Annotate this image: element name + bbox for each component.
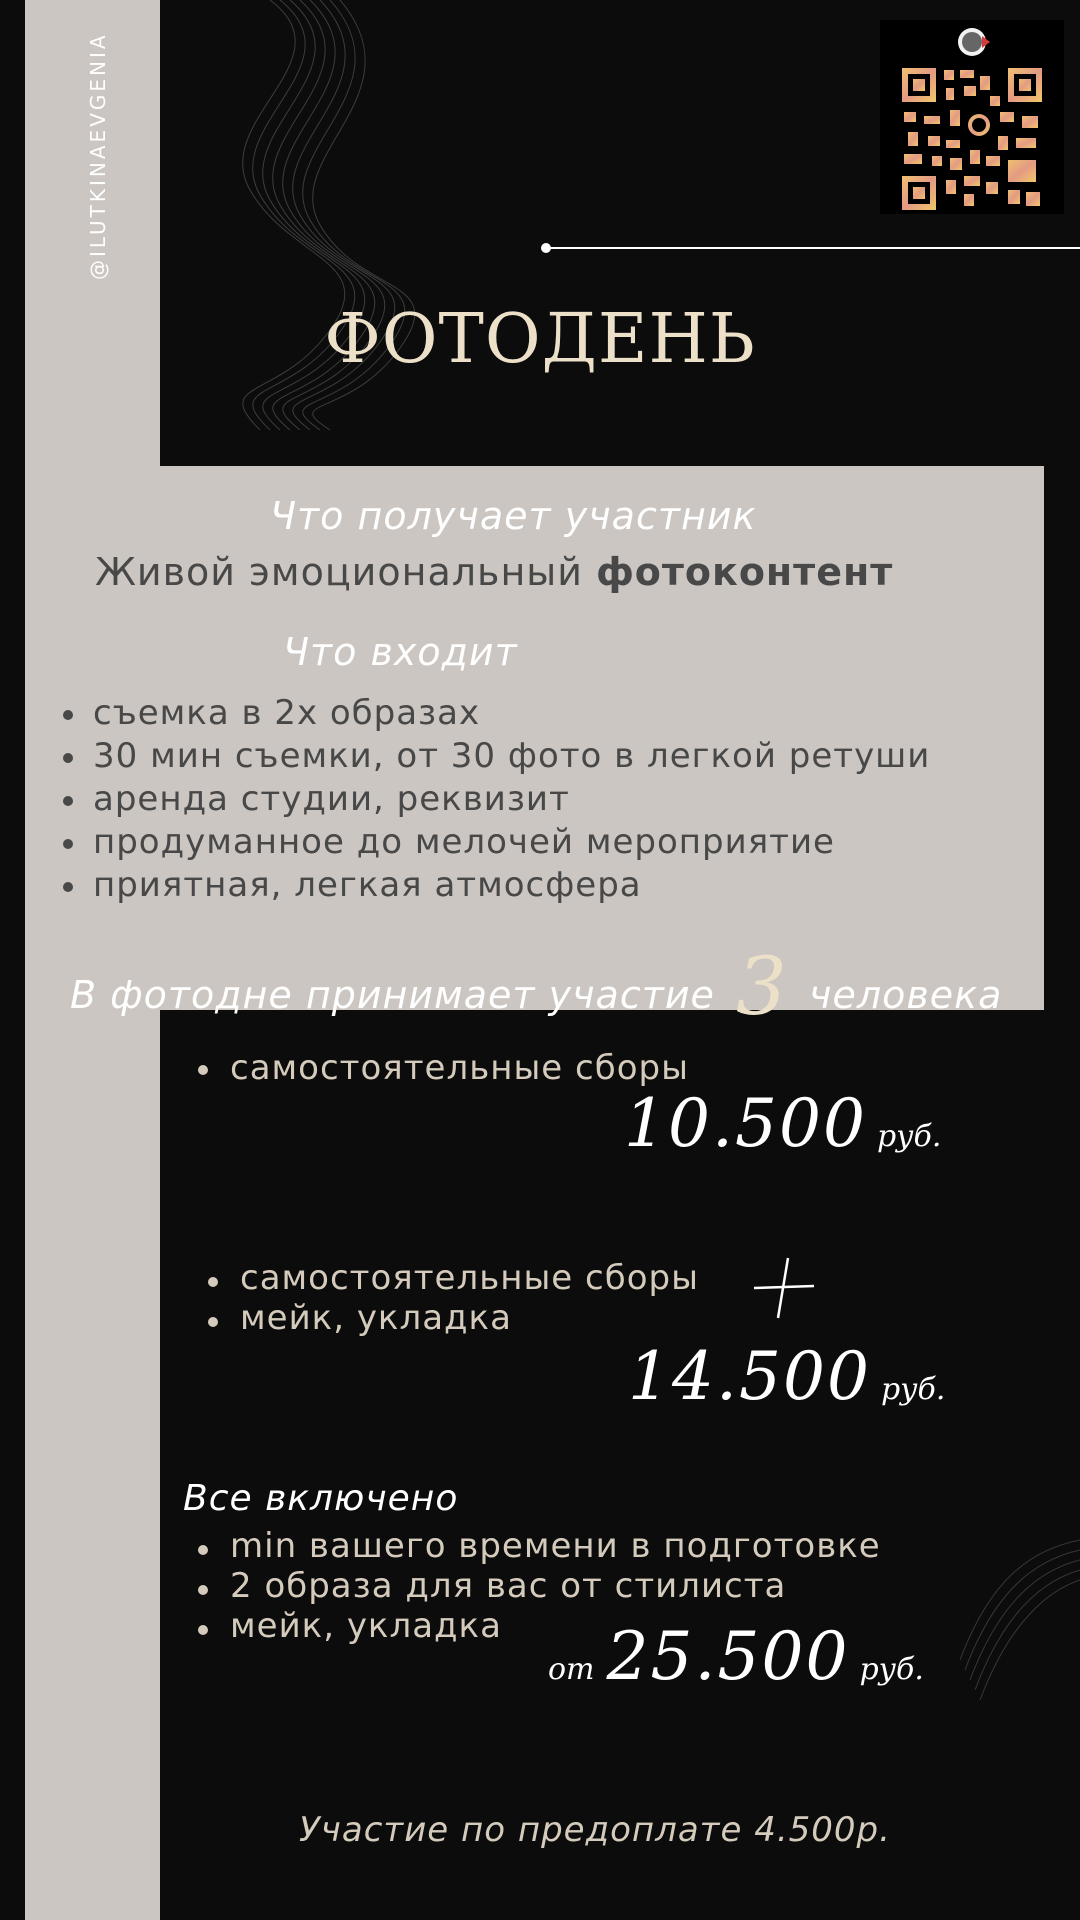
handle-text: @ILUTKINAEVGENIA	[86, 32, 110, 280]
prepay-note: Участие по предоплате 4.500р.	[299, 1810, 891, 1850]
option-3-heading: Все включено	[183, 1478, 459, 1519]
list-item: приятная, легкая атмосфера	[58, 864, 930, 907]
list-item: съемка в 2х образах	[58, 692, 930, 735]
participants-unit: человека	[809, 973, 1003, 1017]
gets-heading: Что получает участник	[270, 494, 757, 538]
participants-text: В фотодне принимает участие	[70, 973, 715, 1017]
price-value: 10.500	[624, 1085, 867, 1162]
option-1-list	[192, 1046, 689, 1091]
instagram-handle	[82, 10, 112, 280]
gets-text-regular: Живой эмоциональный	[95, 550, 583, 594]
list-item: самостоятельные сборы	[202, 1258, 699, 1298]
price-currency: руб.	[876, 1119, 942, 1154]
list-item: мейк, укладка	[202, 1298, 699, 1338]
plus-icon	[752, 1256, 816, 1320]
includes-heading: Что входит	[283, 630, 518, 674]
qr-code-icon[interactable]	[880, 20, 1064, 214]
option-2-price	[628, 1338, 945, 1415]
list-item: min вашего времени в подготовке	[192, 1526, 881, 1566]
list-item: самостоятельные сборы	[192, 1046, 689, 1091]
gets-text-bold: фотоконтент	[596, 550, 894, 594]
divider-line	[540, 242, 1080, 254]
option-1-price	[624, 1085, 941, 1162]
list-item: мейк, укладка	[192, 1606, 881, 1646]
price-prefix: от	[548, 1652, 595, 1687]
list-item: 2 образа для вас от стилиста	[192, 1566, 881, 1606]
includes-list	[58, 692, 930, 907]
option-3-price	[548, 1618, 924, 1695]
decorative-wave-small	[950, 1520, 1080, 1710]
list-item: аренда студии, реквизит	[58, 778, 930, 821]
gets-text	[95, 550, 893, 594]
option-2-list	[202, 1258, 699, 1338]
price-value: 25.500	[606, 1618, 850, 1695]
price-value: 14.500	[628, 1338, 871, 1415]
list-item: 30 мин съемки, от 30 фото в легкой ретуши	[58, 735, 930, 778]
list-item: продуманное до мелочей мероприятие	[58, 821, 930, 864]
page-title: ФОТОДЕНЬ	[324, 300, 756, 379]
price-currency: руб.	[859, 1652, 924, 1687]
participants-line	[70, 940, 1002, 1033]
participants-count: 3	[736, 940, 788, 1033]
price-currency: руб.	[880, 1372, 946, 1407]
